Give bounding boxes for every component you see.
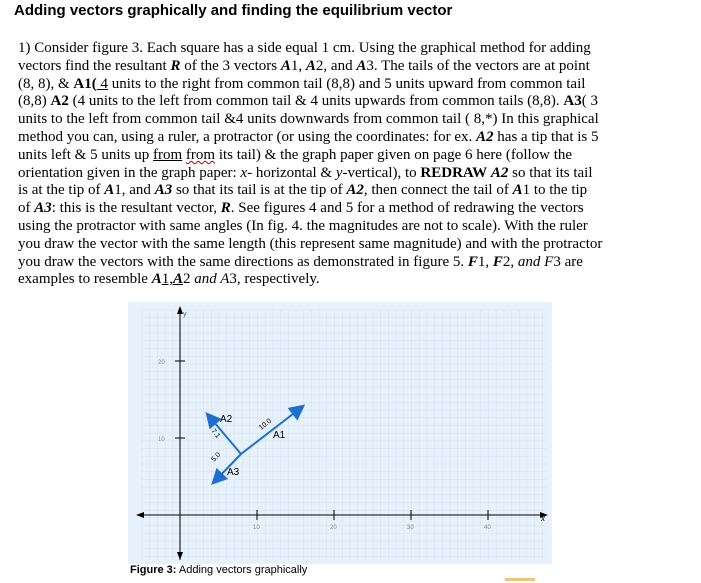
problem-line-5: units to the left from common tail &4 units downwards from common tail ( 8,*) In this graphical	[18, 111, 599, 128]
problem-text	[18, 40, 678, 289]
problem-line-9: is at the tip of A1, and A3 so that its tail is at the tip of A2, then connect the tail of A1 to the tip	[18, 182, 588, 199]
vector-a1-label: A1	[273, 430, 286, 441]
x-tick-label-40: 40	[484, 525, 491, 531]
problem-line-1: 1) Consider figure 3. Each square has a side equal 1 cm. Using the graphical method for adding	[18, 40, 591, 56]
vector-a2-label: A2	[220, 414, 233, 425]
problem-line-7: units left & 5 units up from from its tail) & the graph paper given on page 6 here (follow the	[18, 146, 573, 163]
document-title: Adding vectors graphically and finding the equilibrium vector	[14, 2, 453, 19]
problem-line-14: examples to resemble A1,A2 and A3, respectively.	[18, 271, 320, 288]
problem-line-10: of A3: this is the resultant vector, R. See figures 4 and 5 for a method of redrawing the vectors	[18, 200, 584, 217]
vector-a3-magnitude: 5.0	[210, 451, 223, 464]
vector-a1-magnitude: 10.0	[257, 417, 273, 432]
vector-a3-label: A3	[227, 467, 240, 478]
problem-line-2: vectors find the resultant R of the 3 vectors A1, A2, and A3. The tails of the vectors are at point	[18, 57, 590, 74]
vector-a1	[241, 407, 302, 454]
problem-line-3: (8, 8), & A1( 4 units to the right from common tail (8,8) and 5 units upward from common tail	[18, 75, 586, 92]
vector-graph	[128, 302, 552, 564]
x-axis-arrow-left	[136, 512, 144, 518]
problem-line-6: method you can, using a ruler, a protractor (or using the coordinates: for ex. A2 has a tip that is 5	[18, 128, 599, 145]
y-tick-label-20: 20	[158, 360, 165, 366]
y-axis-label: y	[183, 311, 187, 318]
problem-line-12: you draw the vector with the same length (this represent same magnitude) and with the protractor	[18, 235, 603, 252]
problem-line-4: (8,8) A2 (4 units to the left from common tail & 4 units upwards from common tails (8,8). A3( 3	[18, 93, 598, 110]
x-tick-label-20: 20	[330, 525, 337, 531]
problem-line-11: using the protractor with same angles (In fig. 4. the magnitudes are not to scale). With the ruler	[18, 217, 588, 234]
decorative-bar	[505, 578, 535, 581]
vector-figure	[128, 302, 552, 564]
problem-line-13: you draw the vectors with the same directions as demonstrated in figure 5. F1, F2, and F3 are	[18, 253, 583, 270]
graph-grid	[142, 310, 546, 560]
x-axis-label: x	[541, 514, 545, 523]
problem-line-8: orientation given in the graph paper: x- horizontal & y-vertical), to REDRAW A2 so that its tail	[18, 164, 593, 181]
figure-caption: Figure 3: Adding vectors graphically	[130, 564, 308, 576]
y-axis-arrow-down	[177, 552, 183, 560]
x-tick-label-10: 10	[253, 525, 260, 531]
y-tick-label-10: 10	[158, 437, 165, 443]
vector-a2-magnitude: 7.1	[209, 427, 222, 440]
x-tick-label-30: 30	[407, 525, 414, 531]
